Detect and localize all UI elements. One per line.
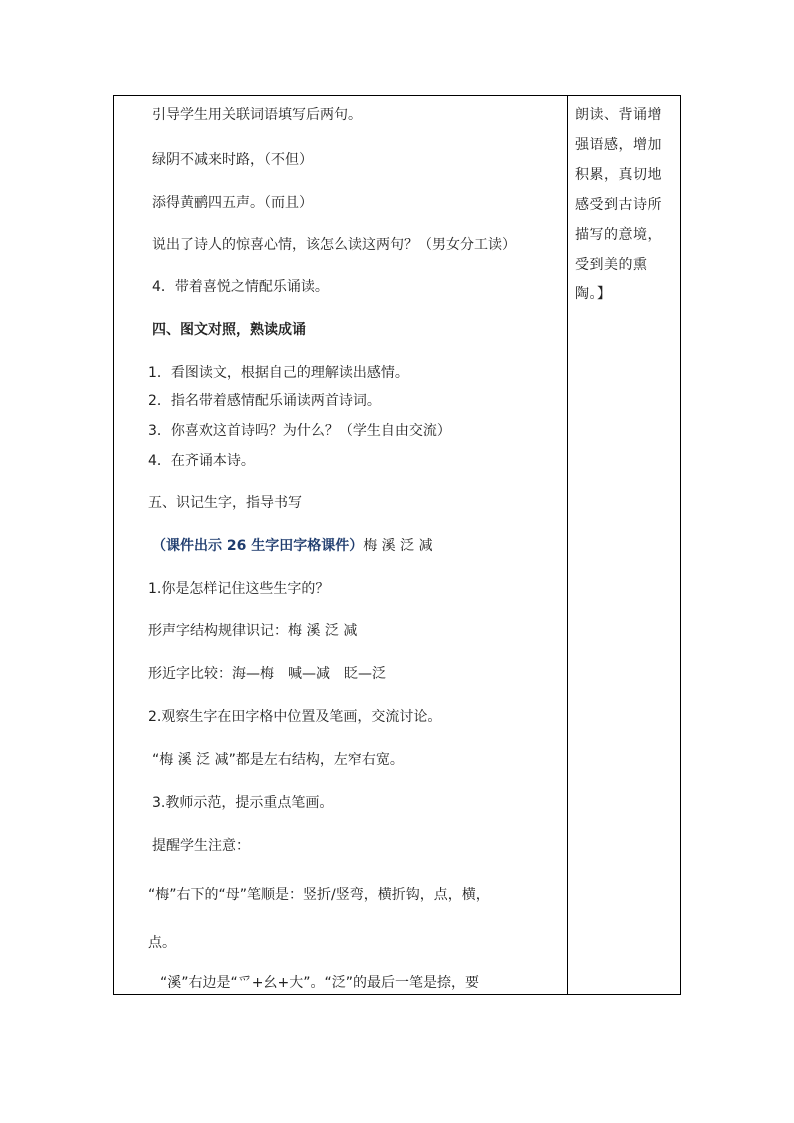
section-heading: 四、图文对照，熟读成诵 [152, 322, 306, 338]
text-line: 3．你喜欢这首诗吗？为什么？（学生自由交流） [148, 423, 451, 439]
text-line: “梅”右下的“母”笔顺是：竖折/竖弯，横折钩，点，横， [148, 887, 490, 903]
note-line: 朗读、背诵增 [575, 107, 662, 123]
note-line: 感受到古诗所 [575, 197, 662, 213]
text-line: 添得黄鹂四五声。（而且） [152, 195, 313, 211]
text-line: 提醒学生注意： [152, 838, 250, 854]
courseware-chars: 梅 溪 泛 减 [363, 538, 433, 554]
text-line: 形近字比较：海—梅 喊—减 眨—泛 [148, 666, 386, 682]
note-line: 陶。】 [575, 286, 612, 302]
design-intent-column [568, 96, 680, 994]
text-line: 4．带着喜悦之情配乐诵读。 [152, 279, 329, 295]
text-line: 1.你是怎样记住这些生字的？ [148, 581, 330, 597]
text-line: “溪”右边是“爫+幺+大”。“泛”的最后一笔是捺，要 [160, 975, 479, 991]
text-line: 4．在齐诵本诗。 [148, 453, 255, 469]
courseware-label: （课件出示 26 生字田字格课件） [152, 538, 364, 554]
courseware-line [152, 537, 433, 555]
text-line: 2.观察生字在田字格中位置及笔画，交流讨论。 [148, 709, 442, 725]
note-line: 描写的意境， [575, 227, 662, 243]
note-line: 积累，真切地 [575, 167, 662, 183]
text-line: 引导学生用关联词语填写后两句。 [152, 107, 362, 123]
text-line: 2．指名带着感情配乐诵读两首诗词。 [148, 393, 381, 409]
text-line: 3.教师示范，提示重点笔画。 [152, 795, 334, 811]
lesson-plan-table [113, 95, 681, 995]
text-line: 形声字结构规律识记：梅 溪 泛 减 [148, 623, 358, 639]
text-line: 说出了诗人的惊喜心情，该怎么读这两句？（男女分工读） [152, 237, 516, 253]
text-line: 点。 [148, 935, 176, 951]
text-line: 1．看图读文，根据自己的理解读出感情。 [148, 365, 409, 381]
note-line: 受到美的熏 [575, 257, 648, 273]
text-line: 绿阴不减来时路，（不但） [152, 152, 313, 168]
section-heading: 五、识记生字，指导书写 [148, 495, 302, 511]
text-line: “梅 溪 泛 减”都是左右结构，左窄右宽。 [152, 752, 404, 768]
teaching-process-column [114, 96, 567, 994]
note-line: 强语感，增加 [575, 137, 662, 153]
